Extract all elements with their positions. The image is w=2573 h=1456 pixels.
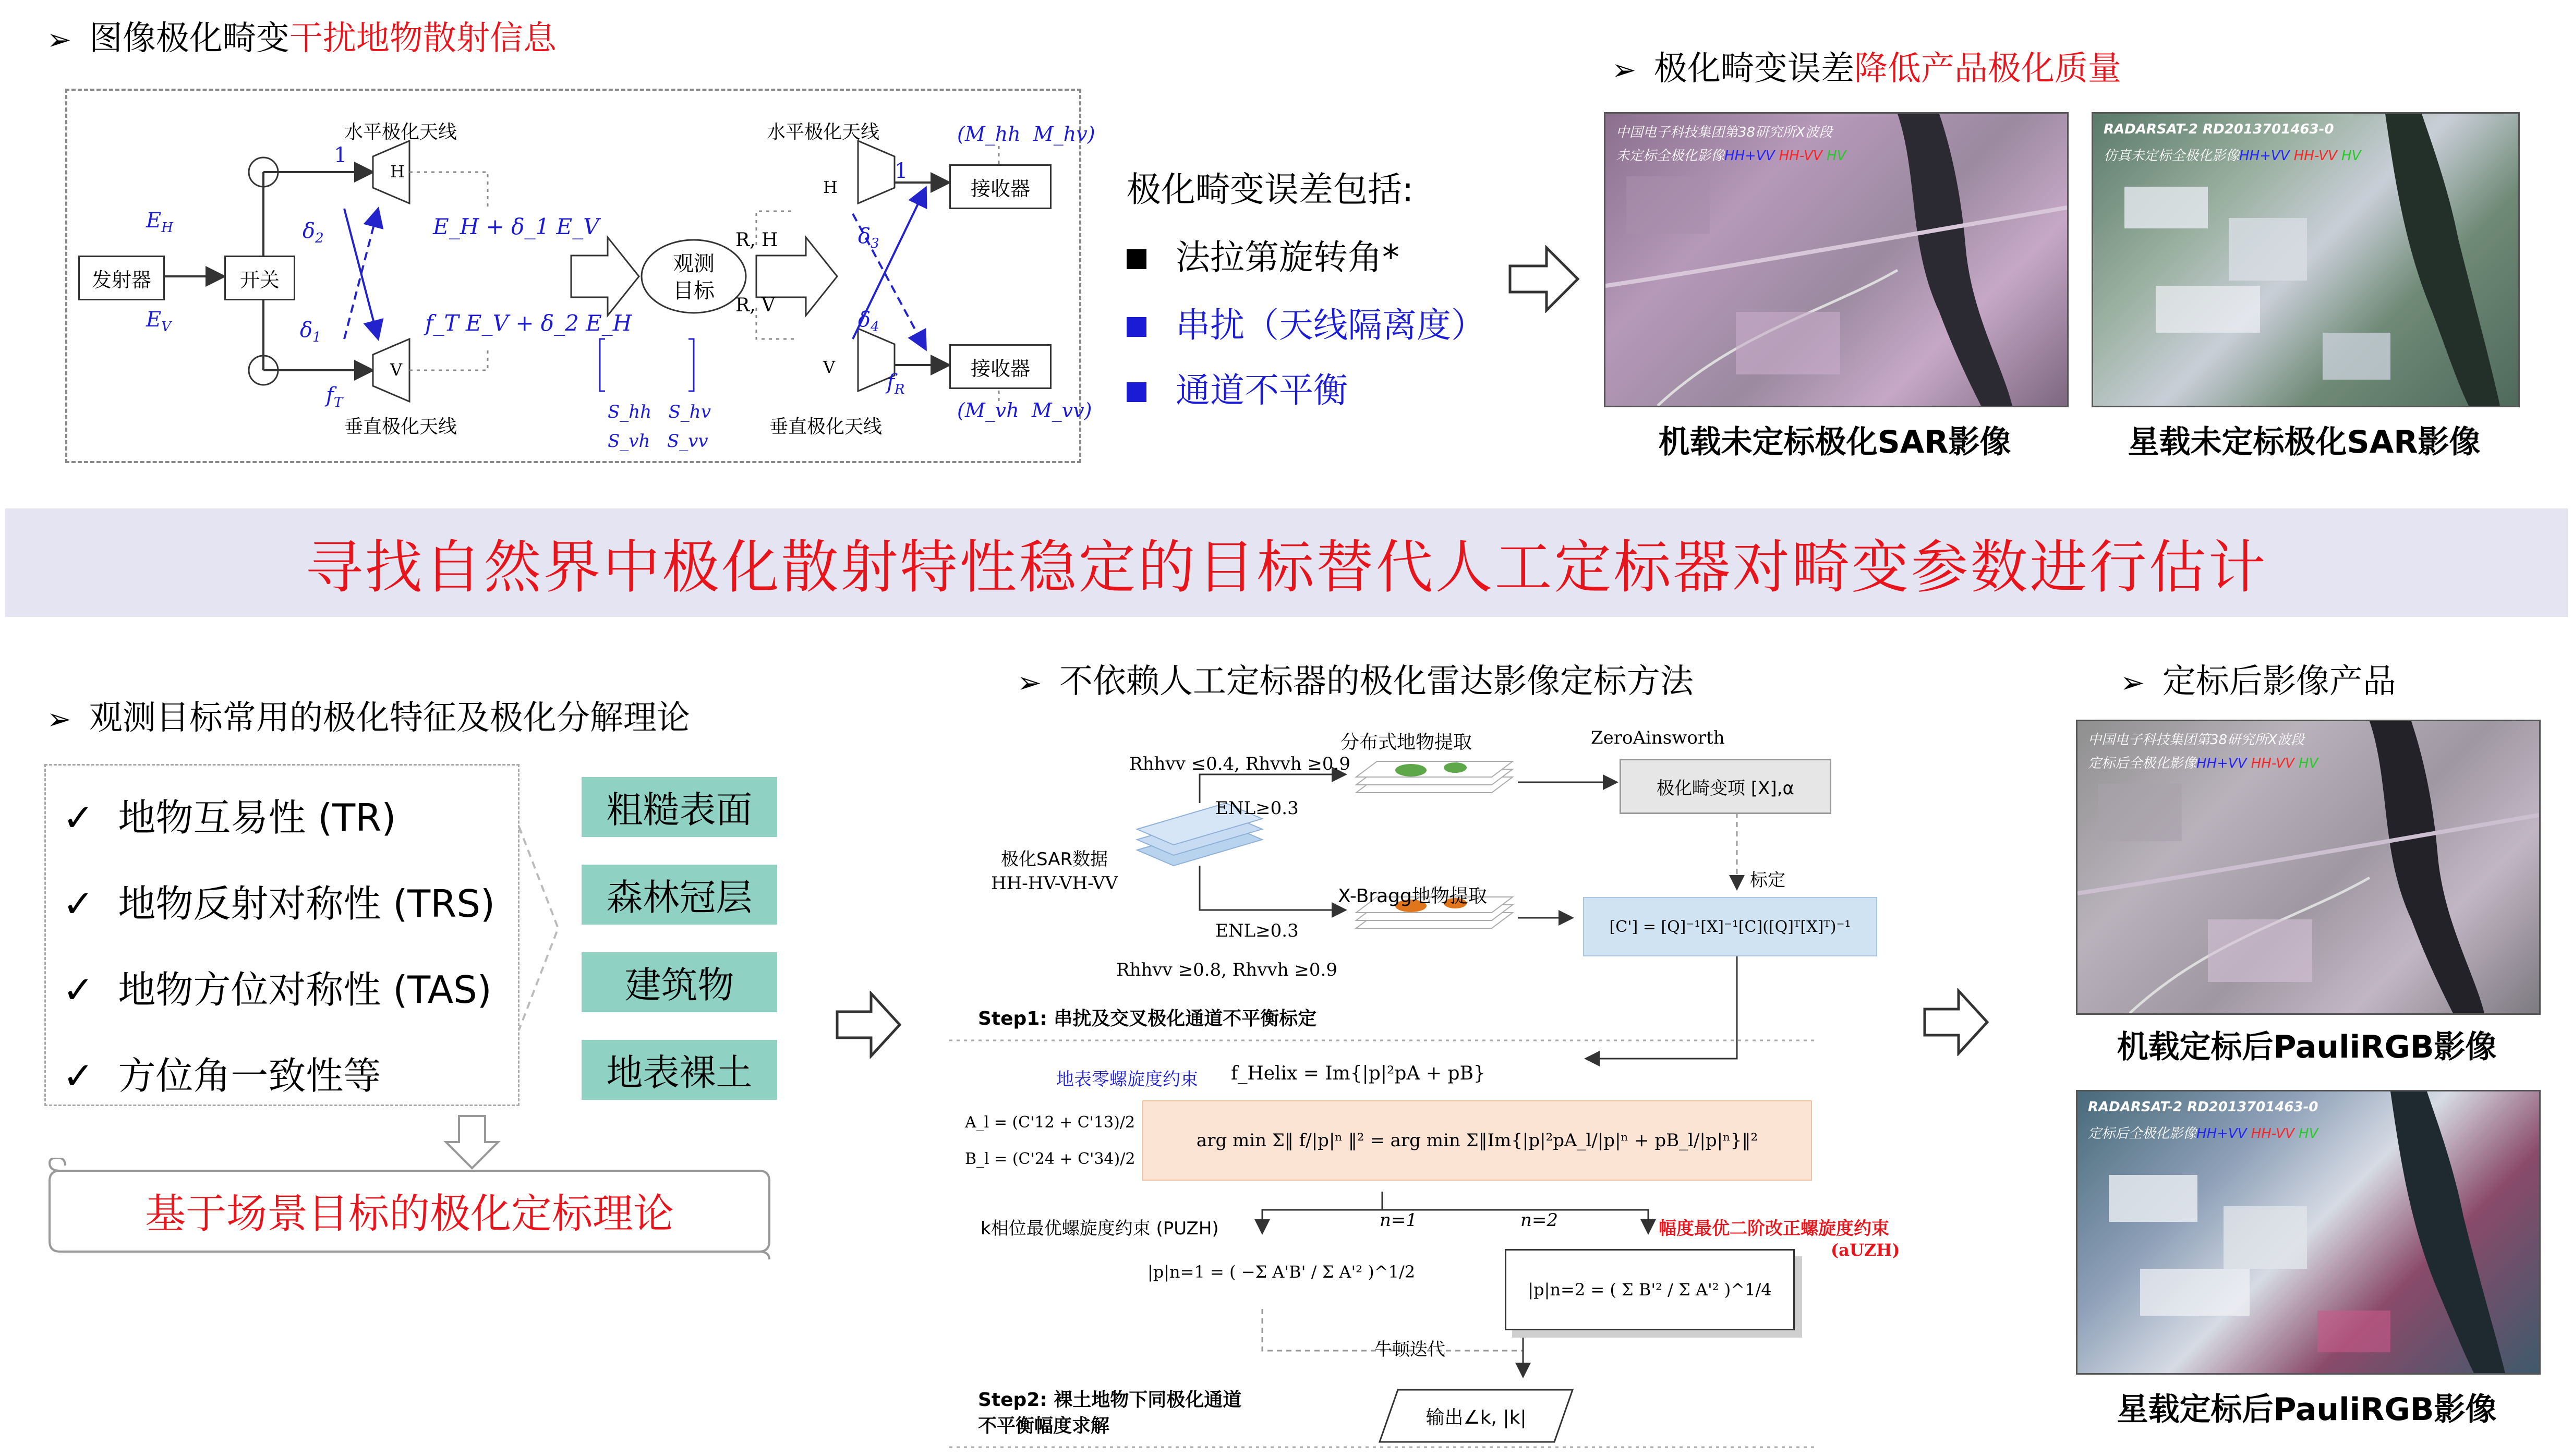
receiver-h-box: 接收器	[949, 164, 1052, 209]
image-label: 未定标全极化影像HH+VV HH-VV HV	[1616, 148, 1846, 164]
scroll-text: 基于场景目标的极化定标理论	[144, 1191, 674, 1237]
check-item-tr: ✓ 地物互易性 (TR)	[63, 796, 396, 840]
right-arrow-icon	[1922, 988, 1990, 1056]
enl-upper: ENL≥0.3	[1215, 798, 1299, 819]
delta3-symbol: $\delta_3$	[858, 224, 879, 251]
al-formula: A_l = (C'12 + C'13)/2	[965, 1113, 1135, 1132]
distortion-term-box: 极化畸变项 [X],α	[1620, 759, 1831, 814]
spaceborne-calibrated-caption: 星载定标后PauliRGB影像	[2117, 1391, 2497, 1428]
receiver-v-box: 接收器	[949, 344, 1052, 389]
helix-constraint-label: 地表零螺旋度约束	[1056, 1069, 1198, 1090]
check-item-azimuth: ✓ 方位角一致性等	[63, 1054, 381, 1098]
spaceborne-calibrated-image	[2076, 1090, 2541, 1375]
sar-data-label: 极化SAR数据 HH-HV-VH-VV	[991, 849, 1118, 894]
tx-h-letter: H	[390, 162, 405, 181]
blue-square-icon	[1127, 317, 1146, 337]
tx-gain-one: 1	[334, 143, 347, 167]
error-list-heading: 极化畸变误差包括:	[1127, 169, 1414, 210]
xbragg-extract-label: X-Bragg地物提取	[1338, 885, 1487, 907]
error-item-faraday: 法拉第旋转角*	[1127, 229, 1399, 279]
airborne-calibrated-caption: 机载定标后PauliRGB影像	[2117, 1029, 2497, 1065]
newton-label: 牛顿迭代	[1374, 1339, 1445, 1360]
airborne-calibrated-image	[2076, 720, 2541, 1015]
p-n2-formula-box: |p|n=2 = ( Σ B'² / Σ A'² )^1/4	[1505, 1249, 1795, 1330]
tag-bare-soil: 地表裸土	[582, 1040, 777, 1100]
fr-symbol: $f_R$	[887, 370, 905, 397]
right-arrow-icon	[835, 991, 902, 1059]
bottom-mid-title: ➢ 不依赖人工定标器的极化雷达影像定标方法	[1017, 662, 1694, 701]
enl-lower: ENL≥0.3	[1215, 920, 1299, 941]
delta2-symbol: $\delta_2$	[303, 219, 324, 246]
auzh-tag: (aUZH)	[1831, 1240, 1900, 1260]
ev-symbol: $E_V$	[146, 308, 171, 335]
bottom-left-title: ➢ 观测目标常用的极化特征及极化分解理论	[47, 699, 690, 737]
step2-label: Step2: 裸土地物下同极化通道 不平衡幅度求解	[978, 1389, 1242, 1437]
top-left-title: ➢ 图像极化畸变干扰地物散射信息	[47, 19, 557, 58]
cond-xbragg: Rhhvv ≥0.8, Rhvvh ≥0.9	[1116, 960, 1337, 980]
puzh-label: k相位最优螺旋度约束 (PUZH)	[981, 1218, 1219, 1239]
tag-building: 建筑物	[582, 952, 777, 1012]
right-arrow-icon	[1507, 245, 1580, 313]
black-square-icon	[1127, 249, 1146, 269]
m-top-matrix: (M_hh M_hv)	[957, 123, 1095, 145]
target-label: 观测 目标	[673, 252, 715, 303]
error-item-crosstalk: 串扰（天线隔离度）	[1127, 297, 1485, 347]
tag-forest-canopy: 森林冠层	[582, 865, 777, 925]
delta4-symbol: $\delta_4$	[858, 308, 879, 335]
h-antenna-label: 水平极化天线	[344, 122, 457, 143]
rv-label: R, V	[735, 295, 775, 316]
argmin-formula-box: arg min Σ‖ f/|p|ⁿ ‖² = arg min Σ‖Im{|p|²pA_l/|p|ⁿ + pB_l/|p|ⁿ}‖²	[1142, 1100, 1812, 1181]
eh-symbol: $E_H$	[146, 209, 173, 236]
rx-h-antenna-label: 水平极化天线	[767, 122, 880, 143]
distributed-extract-label: 分布式地物提取	[1340, 732, 1472, 753]
s-matrix: S_hh S_hv S_vh S_vv	[608, 402, 711, 452]
n1-label: n=1	[1380, 1210, 1418, 1231]
delta1-symbol: $\delta_1$	[300, 318, 321, 345]
spaceborne-uncalibrated-image	[2092, 112, 2520, 407]
bullet-arrow-icon: ➢	[47, 702, 71, 736]
step1-label: Step1: 串扰及交叉极化通道不平衡标定	[978, 1008, 1317, 1029]
tx-v-equation: f_T E_V + δ_2 E_H	[425, 310, 632, 336]
tag-rough-surface: 粗糙表面	[582, 777, 777, 837]
zero-ainsworth-label: ZeroAinsworth	[1591, 727, 1725, 748]
image-label: RADARSAT-2 RD2013701463-0	[2104, 122, 2334, 137]
transmitter-box: 发射器	[78, 256, 165, 300]
helix-formula: f_Helix = Im{|p|²pA + pB}	[1231, 1063, 1485, 1084]
n2-label: n=2	[1520, 1210, 1559, 1231]
bl-formula: B_l = (C'24 + C'34)/2	[965, 1150, 1135, 1168]
calibrate-label: 标定	[1750, 870, 1785, 891]
key-idea-banner: 寻找自然界中极化散射特性稳定的目标替代人工定标器对畸变参数进行估计	[5, 508, 2568, 617]
cond-distributed: Rhhvv ≤0.4, Rhvvh ≥0.9	[1129, 754, 1350, 774]
check-item-trs: ✓ 地物反射对称性 (TRS)	[63, 882, 496, 926]
rh-label: R, H	[735, 229, 778, 251]
rx-v-antenna-label: 垂直极化天线	[769, 416, 883, 438]
image-label: 中国电子科技集团第38研究所X波段	[1616, 125, 1832, 140]
airborne-uncalibrated-image	[1604, 112, 2069, 407]
top-right-title: ➢ 极化畸变误差降低产品极化质量	[1612, 50, 2121, 88]
bullet-arrow-icon: ➢	[1612, 53, 1636, 87]
image-label: 仿真未定标全极化影像HH+VV HH-VV HV	[2104, 148, 2361, 164]
ft-symbol: $f_T$	[326, 383, 343, 410]
distortion-diagram	[65, 89, 1077, 459]
blue-square-icon	[1127, 382, 1146, 402]
spaceborne-uncalibrated-caption: 星载未定标极化SAR影像	[2128, 424, 2481, 460]
tx-h-equation: E_H + δ_1 E_V	[433, 214, 599, 239]
c-matrix-formula-box: [C'] = [Q]⁻¹[X]⁻¹[C]([Q]ᵀ[X]ᵀ)⁻¹	[1583, 897, 1877, 956]
output-label: 输出∠k, |k|	[1426, 1407, 1527, 1428]
bullet-arrow-icon: ➢	[1017, 666, 1042, 700]
v-antenna-label: 垂直极化天线	[344, 416, 457, 438]
error-item-imbalance: 通道不平衡	[1127, 362, 1348, 412]
switch-box: 开关	[224, 256, 295, 300]
bottom-right-title: ➢ 定标后影像产品	[2120, 662, 2396, 701]
rx-gain-one: 1	[895, 159, 908, 183]
chevron-right-icon	[516, 824, 563, 1033]
p-n1-formula: |p|n=1 = ( −Σ A'B' / Σ A'² )^1/2	[1147, 1262, 1416, 1282]
auzh-label: 幅度最优二阶改正螺旋度约束	[1659, 1218, 1889, 1239]
image-label: 定标后全极化影像HH+VV HH-VV HV	[2088, 1126, 2318, 1142]
check-item-tas: ✓ 地物方位对称性 (TAS)	[63, 968, 492, 1012]
m-bottom-matrix: (M_vh M_vv)	[957, 399, 1092, 422]
airborne-uncalibrated-caption: 机载未定标极化SAR影像	[1658, 424, 2011, 460]
rx-h-letter: H	[823, 177, 838, 197]
bullet-arrow-icon: ➢	[47, 23, 71, 57]
bullet-arrow-icon: ➢	[2120, 666, 2145, 700]
image-label: 定标后全极化影像HH+VV HH-VV HV	[2088, 756, 2318, 771]
tx-v-letter: V	[390, 360, 403, 380]
image-label: 中国电子科技集团第38研究所X波段	[2088, 732, 2304, 748]
rx-v-letter: V	[823, 357, 836, 377]
image-label: RADARSAT-2 RD2013701463-0	[2088, 1099, 2318, 1115]
